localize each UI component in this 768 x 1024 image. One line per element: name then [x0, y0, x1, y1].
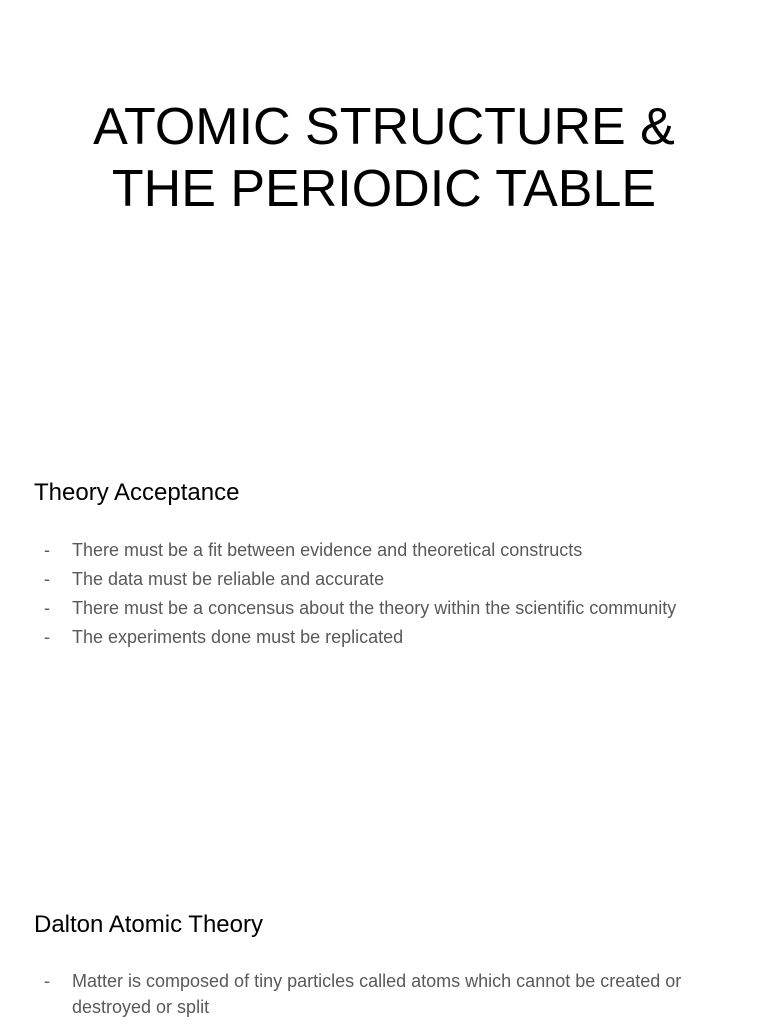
title-line-1: ATOMIC STRUCTURE & — [93, 98, 675, 156]
list-item-text: There must be a concensus about the theory within the scientific community — [72, 598, 677, 618]
bullet-list — [34, 536, 734, 652]
section-dalton-atomic-theory — [34, 910, 734, 1020]
bullet-dash: - — [44, 598, 50, 618]
bullet-dash: - — [44, 540, 50, 560]
bullet-dash: - — [44, 569, 50, 589]
bullet-list — [34, 968, 734, 1020]
list-item-text: There must be a fit between evidence and theoretical constructs — [72, 540, 583, 560]
title-line-2: THE PERIODIC TABLE — [111, 160, 657, 218]
list-item — [34, 565, 722, 594]
list-item-text: Matter is composed of tiny particles called atoms which cannot be created or destroyed or split — [72, 971, 682, 1017]
list-item — [34, 536, 722, 565]
list-item — [34, 594, 722, 623]
section-theory-acceptance — [34, 478, 734, 652]
list-item — [34, 623, 722, 652]
bullet-dash: - — [44, 971, 50, 991]
page-title — [0, 96, 768, 220]
list-item — [34, 968, 732, 1020]
list-item-text: The experiments done must be replicated — [72, 627, 404, 647]
bullet-dash: - — [44, 627, 50, 647]
section-heading: Dalton Atomic Theory — [34, 911, 263, 938]
list-item-text: The data must be reliable and accurate — [72, 569, 385, 589]
section-heading: Theory Acceptance — [34, 479, 240, 506]
